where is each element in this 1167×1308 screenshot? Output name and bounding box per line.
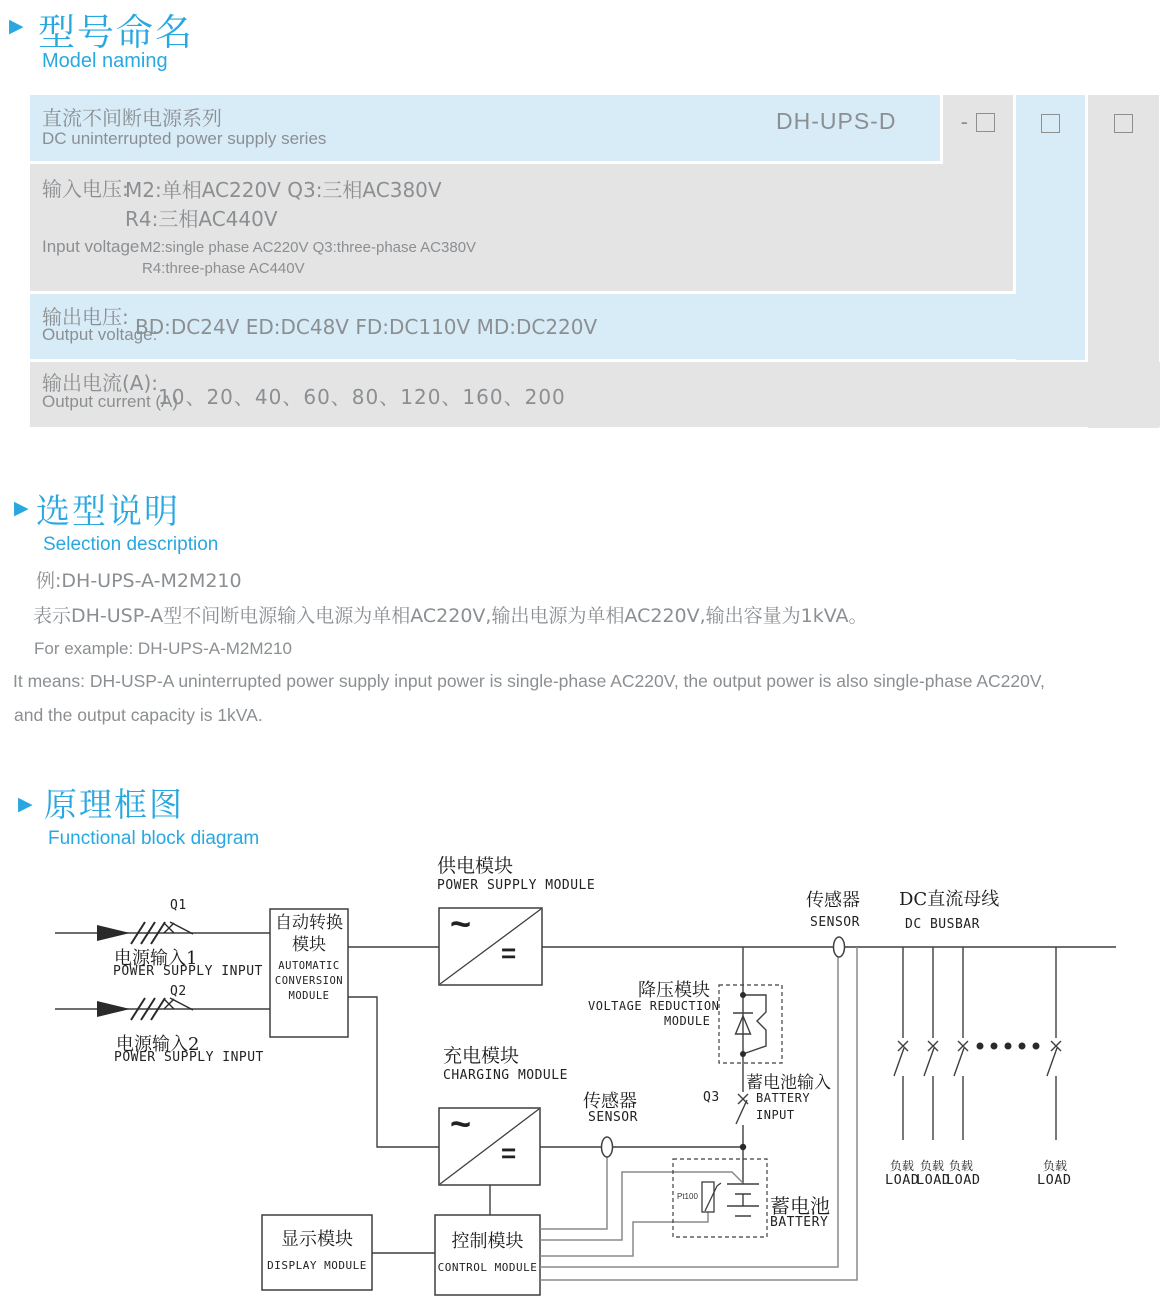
- ac-symbol: ~: [450, 903, 472, 944]
- load-label-en: LOAD: [885, 1172, 920, 1188]
- control-module-box: [435, 1230, 540, 1278]
- power-supply-module-label-en: POWER SUPPLY MODULE: [437, 878, 596, 893]
- power-supply-module-label-zh: 供电模块: [437, 855, 514, 877]
- dc-symbol: =: [501, 938, 517, 968]
- section-title-model-naming: 型号命名: [38, 11, 194, 54]
- section-marker-icon: ▶: [9, 16, 24, 37]
- battery-label-en: BATTERY: [770, 1215, 829, 1230]
- load-label-en: LOAD: [1037, 1172, 1072, 1188]
- block-diagram-linework: [0, 850, 1167, 1308]
- section-subtitle-diagram: Functional block diagram: [48, 828, 260, 849]
- conversion-label-en-1: AUTOMATIC: [278, 960, 340, 972]
- charge-sensor-label-en: SENSOR: [588, 1110, 638, 1125]
- selection-description-en-1: It means: DH-USP-A uninterrupted power supply input power is single-phase AC220V, the output power is also single-phase AC220V,: [13, 671, 1045, 691]
- code-box-3: [1114, 114, 1133, 133]
- bus-sensor-label-zh: 传感器: [806, 890, 860, 911]
- naming-row-output-current: [30, 362, 1160, 427]
- charging-module-label-zh: 充电模块: [443, 1045, 520, 1067]
- series-name-en: DC uninterrupted power supply series: [42, 129, 327, 148]
- battery-input-label-zh: 蓄电池输入: [746, 1073, 831, 1093]
- selection-example-en: For example: DH-UPS-A-M2M210: [34, 639, 292, 658]
- section-subtitle-selection: Selection description: [43, 534, 219, 555]
- output-current-label-zh: 输出电流(A):: [42, 371, 159, 395]
- section-title-diagram: 原理框图: [44, 785, 184, 824]
- load-label-zh: 负载: [890, 1159, 915, 1173]
- load-label-en: LOAD: [946, 1172, 981, 1188]
- naming-row-output-voltage: [30, 294, 1085, 359]
- input-voltage-options-zh-2: R4:三相AC440V: [125, 207, 278, 231]
- section-marker-icon: ▶: [18, 794, 33, 815]
- control-module-label-zh: 控制模块: [451, 1231, 524, 1252]
- voltage-reduction-label-en-1: VOLTAGE REDUCTION: [588, 999, 720, 1013]
- code-box-1: [976, 113, 995, 132]
- load-label-zh: 负载: [1043, 1159, 1068, 1173]
- conversion-label-en-2: CONVERSION: [274, 975, 344, 987]
- section-title-selection: 选型说明: [36, 492, 180, 532]
- dc-busbar-label-en: DC BUSBAR: [905, 917, 980, 932]
- input-voltage-label-zh: 输入电压:: [42, 177, 129, 201]
- selection-example-zh: 例:DH-UPS-A-M2M210: [36, 570, 242, 592]
- output-voltage-label-en: Output voltage:: [42, 325, 158, 344]
- voltage-reduction-label-zh: 降压模块: [638, 980, 710, 1001]
- automatic-conversion-module-box: [270, 912, 348, 1004]
- bus-sensor-label-en: SENSOR: [810, 915, 860, 930]
- naming-row-input-voltage: [30, 164, 1013, 291]
- output-current-values: 10、20、40、60、80、120、160、200: [158, 385, 566, 409]
- breaker-label-q1: Q1: [170, 898, 187, 913]
- power-input-2-label-en: POWER SUPPLY INPUT: [114, 1050, 264, 1065]
- section-marker-icon: ▶: [14, 498, 29, 519]
- charging-module-label-en: CHARGING MODULE: [443, 1068, 568, 1083]
- naming-row-series: [30, 95, 940, 161]
- battery-input-label-en-2: INPUT: [756, 1108, 795, 1122]
- power-input-1-label-zh: 电源输入1: [114, 948, 198, 969]
- input-voltage-options-en-1: M2:single phase AC220V Q3:three-phase AC380V: [140, 239, 477, 256]
- dc-symbol: =: [501, 1138, 517, 1168]
- ac-symbol: ~: [450, 1103, 472, 1144]
- output-voltage-label-zh: 输出电压:: [42, 305, 129, 329]
- model-code: DH-UPS-D: [776, 108, 897, 134]
- output-current-label-en: Output current (A): [42, 392, 179, 411]
- conversion-label-en-3: MODULE: [288, 990, 330, 1002]
- load-label-zh: 负载: [920, 1159, 945, 1173]
- input-voltage-options-en-2: R4:three-phase AC440V: [142, 260, 305, 277]
- control-module-label-en: CONTROL MODULE: [437, 1261, 538, 1274]
- display-module-label-zh: 显示模块: [281, 1229, 353, 1250]
- battery-input-label-en-1: BATTERY: [756, 1091, 811, 1105]
- load-label-zh: 负载: [949, 1159, 974, 1173]
- breaker-label-q3: Q3: [703, 1090, 720, 1105]
- display-module-label-en: DISPLAY MODULE: [267, 1259, 367, 1272]
- section-subtitle-model-naming: Model naming: [42, 50, 168, 72]
- display-module-box: [262, 1228, 372, 1276]
- input-voltage-label-en: Input voltage:: [42, 237, 145, 256]
- code-dash: -: [960, 109, 968, 134]
- code-box-2: [1041, 114, 1060, 133]
- selection-description-en-2: and the output capacity is 1kVA.: [14, 705, 263, 725]
- selection-description-zh: 表示DH-USP-A型不间断电源输入电源为单相AC220V,输出电源为单相AC220V,输出容量为1kVA。: [33, 605, 868, 627]
- input-voltage-options-zh-1: M2:单相AC220V Q3:三相AC380V: [125, 178, 442, 202]
- series-name-zh: 直流不间断电源系列: [42, 106, 222, 130]
- conversion-label-zh-1: 自动转换: [275, 913, 343, 933]
- dc-busbar-label-zh: DC直流母线: [899, 889, 1000, 910]
- pt100-label: Pt100: [677, 1192, 698, 1201]
- output-voltage-values: BD:DC24V ED:DC48V FD:DC110V MD:DC220V: [135, 315, 598, 339]
- conversion-label-zh-2: 模块: [292, 935, 326, 955]
- voltage-reduction-label-en-2: MODULE: [664, 1014, 711, 1028]
- power-input-2-label-zh: 电源输入2: [116, 1034, 200, 1055]
- battery-label-zh: 蓄电池: [770, 1194, 830, 1218]
- load-label-en: LOAD: [916, 1172, 951, 1188]
- power-input-1-label-en: POWER SUPPLY INPUT: [113, 964, 263, 979]
- charge-sensor-label-zh: 传感器: [583, 1091, 637, 1112]
- breaker-label-q2: Q2: [170, 984, 187, 999]
